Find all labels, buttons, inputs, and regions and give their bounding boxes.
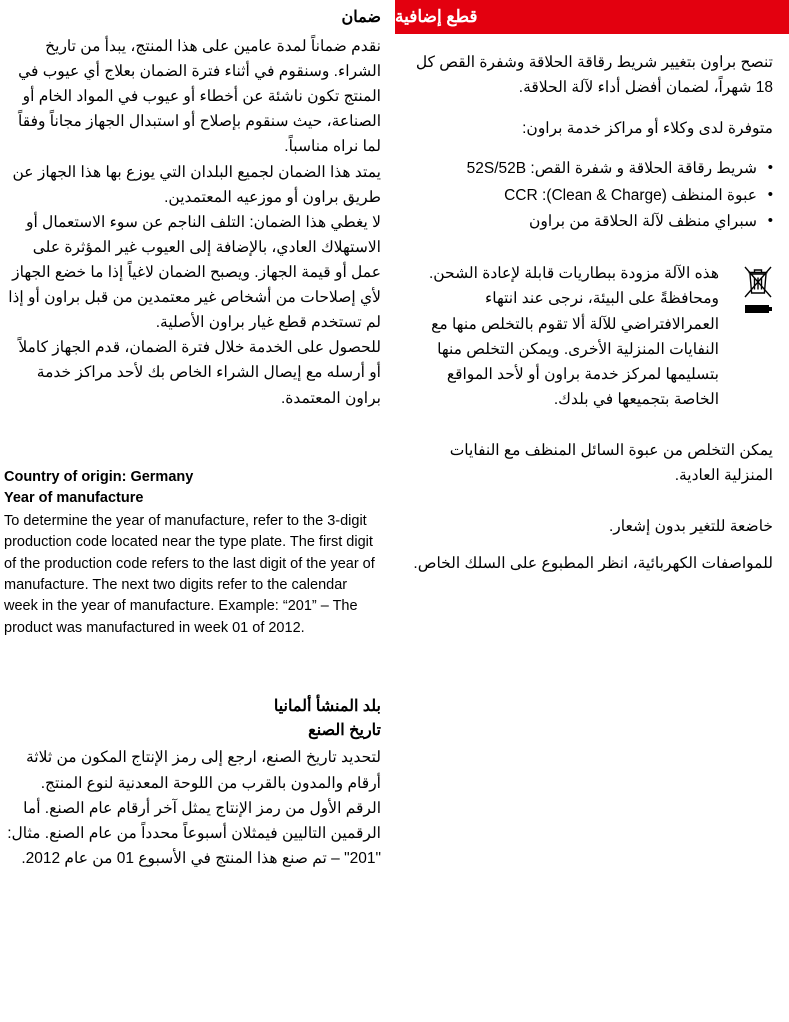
list-item [413, 183, 773, 209]
subject-to-change-text: خاضعة للتغير بدون إشعار. [608, 518, 773, 536]
guarantee-paragraph-4: للحصول على الخدمة خلال فترة الضمان، قدم الجهاز كاملاً أو أرسله مع إيصال الشراء الخاص بك لأحد مراكز خدمة براون المعتمدة. [18, 339, 381, 407]
right-column [395, 0, 789, 1022]
year-of-manufacture-paragraph: To determine the year of manufacture, refer to the 3-digit production code located near the type plate. The first digit of the production code refers to the last digit of the year of manufacture. The next two digits refer to the calendar week in the year of manufacture. Example: “201” – The product was manufactured in week 01 of 2012. [4, 512, 375, 636]
battery-icon [743, 303, 773, 315]
country-of-origin-line: Country of origin: Germany [4, 468, 194, 485]
part-item-label: شريط رقاقة الحلاقة و شفرة القص: 52S/52B [466, 160, 757, 178]
icon-column [729, 261, 773, 315]
section-header-label: قطع إضافية [395, 7, 478, 26]
parts-list [413, 156, 773, 235]
year-of-manufacture-paragraph-ar: لتحديد تاريخ الصنع، ارجع إلى رمز الإنتاج المكون من ثلاثة أرقام والمدون بالقرب من اللوحة المعدنية لنوع المنتج. الرقم الأول من رمز الإنتاج يمثل آخر أرقام عام الصنع. أما الرقمين التاليين فيمثلان أسبوعاً محدداً من عام الصنع. مثال: "201" – تم صنع هذا المنتج في الأسبوع 01 من عام 2012. [7, 749, 381, 867]
advice-paragraph: تنصح براون بتغيير شريط رقاقة الحلاقة وشفرة القص كل 18 شهراً، لضمان أفضل أداء لآلة الحلاقة. [415, 54, 773, 97]
electrical-spec-text: للمواصفات الكهربائية، انظر المطبوع على السلك الخاص. [413, 555, 773, 573]
year-of-manufacture-title-ar: تاريخ الصنع [308, 722, 381, 740]
list-item [413, 209, 773, 235]
guarantee-title: ضمان [341, 9, 381, 26]
list-item [413, 156, 773, 182]
guarantee-paragraph-2: يمتد هذا الضمان لجميع البلدان التي يوزع بها هذا الجهاز عن طريق براون أو موزعيه المعتمدين. [12, 163, 381, 206]
battery-notice-text: هذه الآلة مزودة ببطاريات قابلة لإعادة الشحن. ومحافظةً على البيئة، نرجى عند انتهاء العمرالافتراضي للآلة ألا تقوم بالتخلص منها مع النفايات المنزلية الأخرى. ويمكن التخلص منها بتسليمها لمركز خدمة براون أو لأحد المواقع الخاصة بتجميعها في بلدك. [428, 265, 719, 408]
left-column-body [0, 6, 395, 871]
guarantee-paragraph-3: لا يغطي هذا الضمان: التلف الناجم عن سوء الاستعمال أو الاستهلاك العادي، بالإضافة إلى العيوب غير المؤثرة على عمل أو قيمة الجهاز. ويصبح الضمان لاغياً إذا ما خضع الجهاز لأي إصلاحات من أشخاص غير معتمدين من قبل براون أو إذا لم تستخدم قطع غيار براون الأصلية. [8, 213, 381, 332]
battery-notice-text-wrap [413, 261, 719, 412]
year-of-manufacture-title: Year of manufacture [4, 489, 144, 506]
part-item-label: سبراي منظف لآلة الحلاقة من براون [529, 213, 757, 231]
section-header-additional-parts [395, 0, 789, 34]
country-of-origin-title-ar: بلد المنشأ ألمانيا [273, 698, 381, 716]
right-column-body [395, 50, 789, 576]
battery-notice-block [413, 261, 773, 412]
part-item-label: عبوة المنظف (Clean & Charge): CCR [504, 186, 757, 204]
crossed-out-wheelie-bin-icon [743, 265, 773, 299]
guarantee-paragraph-1: نقدم ضماناً لمدة عامين على هذا المنتج، يبدأ من تاريخ الشراء. وسنقوم في أثناء فترة الضمان بعلاج أي عيوب في المنتج تكون ناشئة عن أخطاء أو عيوب في المواد الخام أو الصناعة، حيث سنقوم بإصلاح أو استبدال الجهاز مجاناً وفقاً لما نراه مناسباً. [18, 38, 381, 156]
liquid-disposal-text: يمكن التخلص من عبوة السائل المنظف مع النفايات المنزلية العادية. [449, 442, 773, 485]
availability-label: متوفرة لدى وكلاء أو مراكز خدمة براون: [522, 119, 773, 137]
